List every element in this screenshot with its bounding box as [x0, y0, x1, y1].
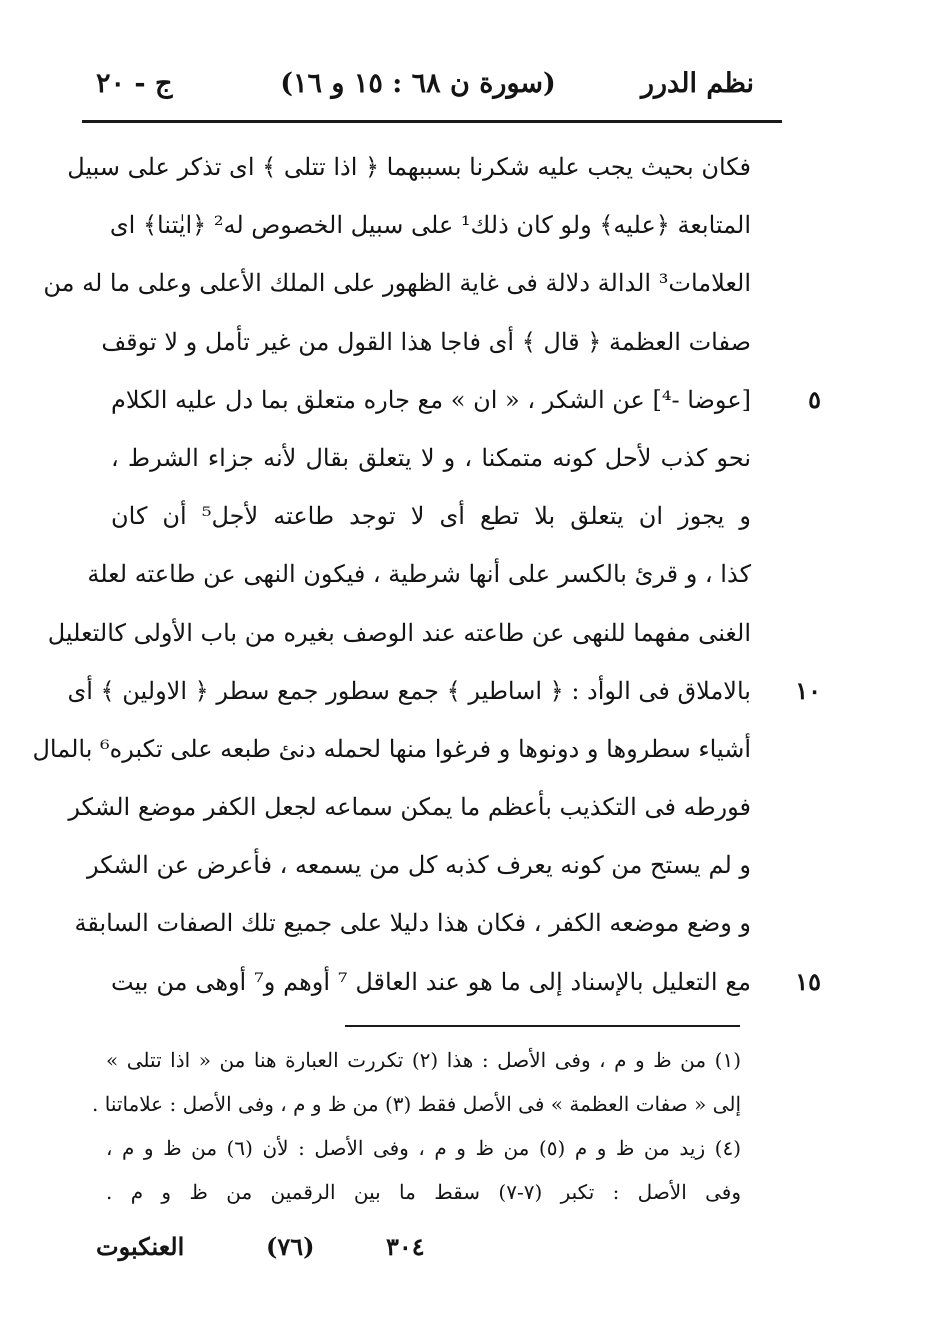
- surah-reference: (سورة ن ٦٨ : ١٥ و ١٦): [280, 68, 556, 99]
- volume-number: ج - ٢٠: [96, 68, 173, 99]
- page-number: ٣٠٤: [386, 1232, 425, 1261]
- line-number: ٥: [808, 384, 821, 414]
- footnote-line: إلى « صفات العظمة » فى الأصل فقط (٣) من ظ و م ، وفى الأصل : علاماتنا .: [92, 1092, 741, 1116]
- text-line-content: المتابعة ﴿عليه﴾ ولو كان ذلك¹ على سبيل الخصوص له² ﴿ايٰتنا﴾ اى: [109, 211, 751, 240]
- text-line-content: مع التعليل بالإسناد إلى ما هو عند العاقل ⁷ أوهم و⁷ أوهى من بيت: [111, 967, 751, 996]
- text-line-content: نحو كذب لأحل كونه متمكنا ، و لا يتعلق بقال لأنه جزاء الشرط ،: [111, 443, 751, 472]
- page-footer: [96, 1232, 739, 1272]
- footnote-line: (١) من ظ و م ، وفى الأصل : هذا (٢) تكررت العبارة هنا من « اذا تتلى »: [106, 1048, 742, 1072]
- main-text: [32, 138, 821, 1011]
- text-line: [47, 604, 751, 662]
- text-line: [101, 313, 751, 371]
- text-line-content: فورطه فى التكذيب بأعظم ما يمكن سماعه لجعل الكفر موضع الشكر: [68, 793, 751, 822]
- line-number: ١٥: [795, 966, 821, 996]
- text-line-content: أشياء سطروها و دونوها و فرغوا منها لحمله دنئ طبعه على تكبره⁶ بالمال: [32, 734, 751, 763]
- text-line: [111, 429, 751, 487]
- footnote-rule: [345, 1025, 740, 1027]
- text-line-content: العلامات³ الدالة دلالة فى غاية الظهور على الملك الأعلى وعلى ما له من: [43, 269, 751, 298]
- header-rule: [82, 120, 782, 123]
- text-line: [67, 662, 821, 720]
- text-line: [111, 196, 751, 254]
- text-line: [67, 138, 751, 196]
- text-line: [111, 487, 751, 545]
- text-line-content: و يجوز ان يتعلق بلا تطع أى لا توجد طاعته لأجل⁵ أن كان: [111, 502, 751, 531]
- text-line: [111, 371, 821, 429]
- text-line: [43, 254, 751, 312]
- text-line: [86, 836, 751, 894]
- text-line-content: و وضع موضعه الكفر ، فكان هذا دليلا على جميع تلك الصفات السابقة: [74, 909, 751, 938]
- text-line-content: [عوضا -⁴] عن الشكر ، « ان » مع جاره متعلق بما دل عليه الكلام: [111, 385, 752, 414]
- footnote-line: (٤) زيد من ظ و م (٥) من ظ و م ، وفى الأصل : لأن (٦) من ظ و م ،: [106, 1136, 742, 1160]
- text-line-content: فكان بحيث يجب عليه شكرنا بسببهما ﴿ اذا تتلى ﴾ اى تذكر على سبيل: [67, 153, 751, 181]
- text-line: [74, 894, 751, 952]
- text-line-content: صفات العظمة ﴿ قال ﴾ أى فاجا هذا القول من غير تأمل و لا توقف: [101, 327, 751, 356]
- text-line-content: كذا ، و قرئ بالكسر على أنها شرطية ، فيكون النهى عن طاعته لعلة: [87, 560, 751, 589]
- book-title: نظم الدرر: [640, 68, 754, 99]
- text-line-content: و لم يستح من كونه يعرف كذبه كل من يسمعه ، فأعرض عن الشكر: [86, 851, 751, 880]
- running-header: [82, 58, 754, 118]
- text-line: [87, 545, 751, 603]
- text-line: [111, 953, 821, 1011]
- footnote-line: وفى الأصل : تكبر (٧-٧) سقط ما بين الرقمين من ظ و م .: [106, 1180, 741, 1204]
- footnotes: [92, 1038, 742, 1214]
- text-line: [68, 778, 751, 836]
- line-number: ١٠: [795, 675, 821, 705]
- sheet-number: (٧٦): [266, 1232, 315, 1261]
- catchword: العنكبوت: [96, 1232, 185, 1261]
- text-line: [32, 720, 751, 778]
- text-line-content: الغنى مفهما للنهى عن طاعته عند الوصف بغيره من باب الأولى كالتعليل: [47, 618, 751, 647]
- text-line-content: بالاملاق فى الوأد : ﴿ اساطير ﴾ جمع سطور جمع سطر ﴿ الاولين ﴾ أى: [67, 676, 751, 705]
